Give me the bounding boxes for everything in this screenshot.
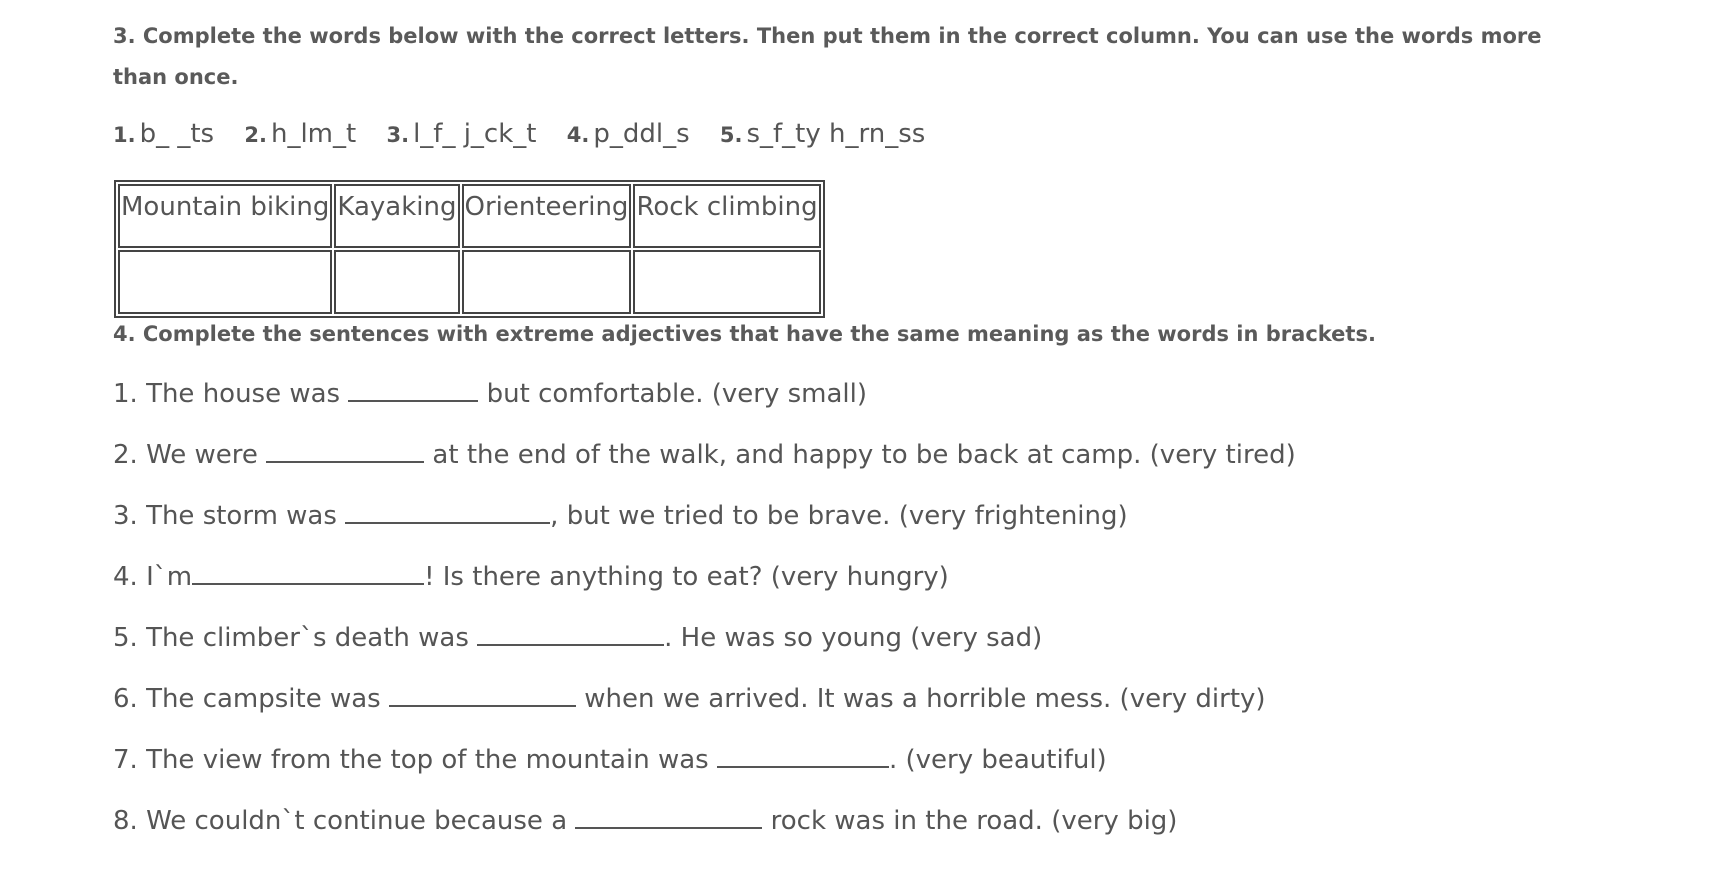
word-item: 2. h_lm_t	[244, 119, 357, 149]
table-header-row	[118, 184, 821, 248]
answer-blank[interactable]	[192, 582, 424, 585]
column-header-kayaking: Kayaking	[334, 184, 459, 248]
word-list	[113, 119, 947, 149]
word-item: 5. s_f_ty h_rn_ss	[719, 119, 926, 149]
table-answer-row	[118, 250, 821, 314]
sentence-2: 2. We were at the end of the walk, and happy to be back at camp. (very tired)	[113, 440, 1296, 470]
answer-cell-orienteering[interactable]	[462, 250, 632, 314]
answer-cell-mountain-biking[interactable]	[118, 250, 332, 314]
sentence-6: 6. The campsite was when we arrived. It was a horrible mess. (very dirty)	[113, 684, 1266, 714]
answer-blank[interactable]	[717, 765, 889, 768]
word-item: 1. b_ _ts	[113, 119, 215, 149]
column-header-rock-climbing: Rock climbing	[633, 184, 820, 248]
answer-cell-kayaking[interactable]	[334, 250, 459, 314]
answer-blank[interactable]	[266, 460, 424, 463]
column-header-orienteering: Orienteering	[462, 184, 632, 248]
exercise-4-instruction: 4. Complete the sentences with extreme adjectives that have the same meaning as the words in brackets.	[113, 322, 1376, 346]
column-header-mountain-biking: Mountain biking	[118, 184, 332, 248]
answer-blank[interactable]	[477, 643, 664, 646]
word-item: 4. p_ddl_s	[566, 119, 690, 149]
answer-blank[interactable]	[575, 826, 762, 829]
answer-blank[interactable]	[348, 399, 478, 402]
sentence-3: 3. The storm was , but we tried to be brave. (very frightening)	[113, 501, 1128, 531]
answer-cell-rock-climbing[interactable]	[633, 250, 820, 314]
word-item: 3. l_f_ j_ck_t	[386, 119, 537, 149]
sentence-8: 8. We couldn`t continue because a rock was in the road. (very big)	[113, 806, 1178, 836]
sentence-5: 5. The climber`s death was . He was so young (very sad)	[113, 623, 1043, 653]
sentence-1: 1. The house was but comfortable. (very small)	[113, 379, 868, 409]
activity-columns-table	[114, 180, 825, 318]
sentence-7: 7. The view from the top of the mountain was . (very beautiful)	[113, 745, 1107, 775]
answer-blank[interactable]	[389, 704, 576, 707]
answer-blank[interactable]	[345, 521, 550, 524]
sentence-4: 4. I`m ! Is there anything to eat? (very hungry)	[113, 562, 949, 592]
exercise-3-instruction: 3. Complete the words below with the correct letters. Then put them in the correct column. You can use the words more than once.	[113, 24, 1542, 89]
